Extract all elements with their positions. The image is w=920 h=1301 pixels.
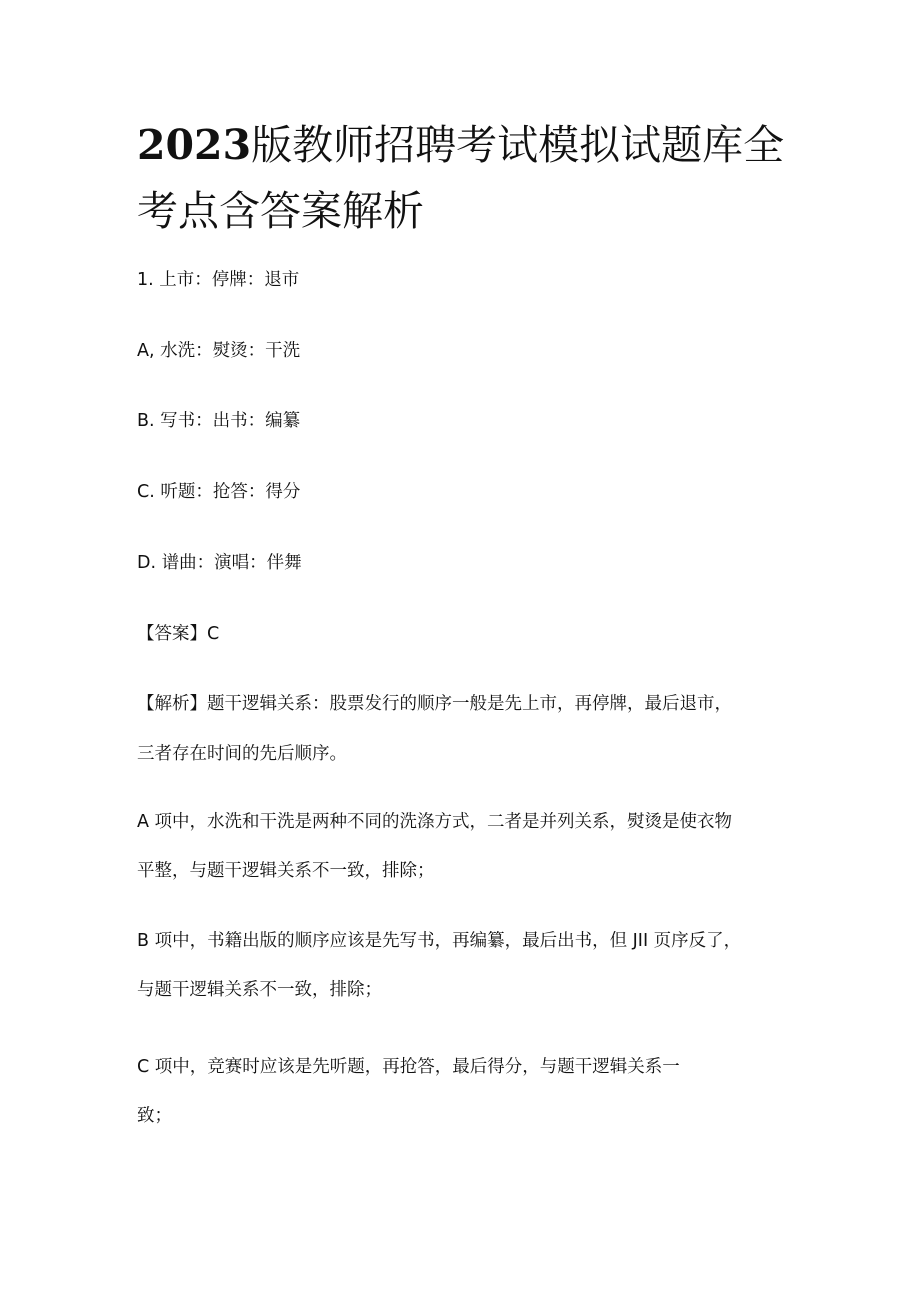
answer-line: 【答案】C (137, 624, 220, 644)
title-year: 2023 (137, 121, 252, 169)
explanation-line: B 项中，书籍出版的顺序应该是先写书，再编纂，最后出书，但 JII 页序反了， (137, 931, 742, 951)
option-c: C. 听题：抢答：得分 (137, 482, 301, 502)
option-d: D. 谱曲：演唱：伴舞 (137, 553, 302, 573)
title-text: 版教师招聘考试模拟试题库全考点含答案解析 (137, 121, 785, 235)
option-a: A, 水洗：熨烫：干洗 (137, 341, 301, 361)
explanation-line: C 项中，竞赛时应该是先听题，再抢答，最后得分，与题干逻辑关系一 (137, 1057, 680, 1077)
explanation-line: 致； (137, 1106, 172, 1126)
document-title (137, 112, 797, 244)
question-stem: 1. 上市：停牌：退市 (137, 270, 300, 290)
explanation-line: 平整，与题干逻辑关系不一致，排除； (137, 861, 435, 881)
explanation-line: 【解析】题干逻辑关系：股票发行的顺序一般是先上市，再停牌，最后退市， (137, 694, 732, 714)
explanation-line: A 项中，水洗和干洗是两种不同的洗涤方式，二者是并列关系，熨烫是使衣物 (137, 812, 733, 832)
explanation-line: 三者存在时间的先后顺序。 (137, 744, 347, 764)
option-b: B. 写书：出书：编纂 (137, 411, 301, 431)
explanation-line: 与题干逻辑关系不一致，排除； (137, 980, 382, 1000)
